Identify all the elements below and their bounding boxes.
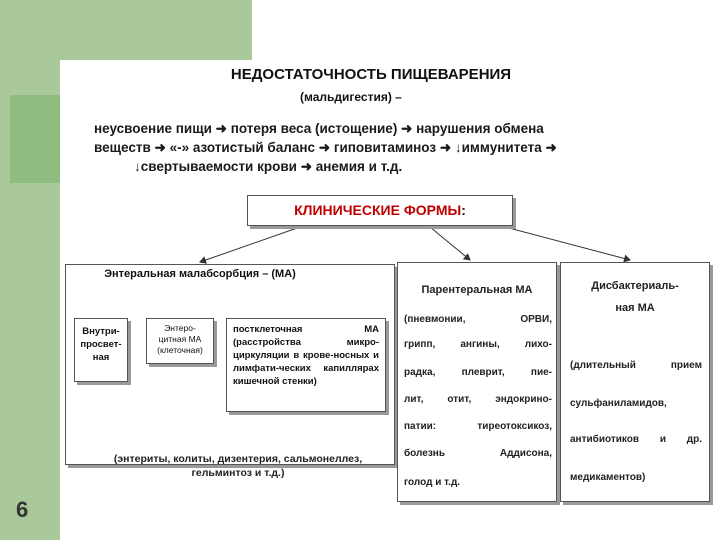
enteral-title: Энтеральная малабсорбция – (МА) bbox=[104, 268, 296, 280]
intraluminal-box bbox=[74, 318, 128, 382]
dys-line-row bbox=[570, 360, 702, 371]
par-line-row bbox=[404, 314, 552, 325]
dysbacterial-title-line: Дисбактериаль- bbox=[591, 280, 679, 292]
par-line-word: Аддисона, bbox=[499, 448, 552, 459]
par-line-row bbox=[404, 421, 552, 432]
enteral-note-line: (энтериты, колиты, дизентерия, сальмонеллез, bbox=[113, 453, 363, 465]
par-line-word: (пневмонии, bbox=[404, 314, 466, 325]
description-line-3: ↓свертываемости крови ➜ анемия и т.д. bbox=[134, 159, 403, 174]
par-line-row bbox=[404, 394, 552, 405]
intraluminal-line: ная bbox=[92, 352, 110, 363]
dys-line-word: (длительный bbox=[570, 360, 636, 371]
par-line-word: тиреотоксикоз, bbox=[477, 421, 552, 432]
par-line-word: болезнь bbox=[404, 448, 445, 459]
clinical-forms-colon: : bbox=[461, 202, 466, 218]
enterocyte-line: цитная МА bbox=[158, 334, 202, 344]
par-line-word: эндокрино- bbox=[495, 394, 552, 405]
enteral-note bbox=[88, 452, 388, 480]
enterocyte-box bbox=[146, 318, 214, 364]
par-line-word: ангины, bbox=[460, 339, 500, 350]
dys-line-word: антибиотиков bbox=[570, 434, 640, 445]
parenteral-box bbox=[397, 262, 557, 502]
arrow-to-parenteral bbox=[430, 227, 470, 260]
arrow-to-dysbacterial bbox=[505, 227, 630, 260]
dys-line-word: др. bbox=[686, 434, 702, 445]
par-line-word: отит, bbox=[447, 394, 472, 405]
dys-line-word: и bbox=[659, 434, 666, 445]
arrow-to-enteral bbox=[200, 227, 300, 262]
par-line-row bbox=[404, 477, 552, 488]
par-line-word: грипп, bbox=[404, 339, 436, 350]
parenteral-title: Парентеральная МА bbox=[421, 284, 533, 296]
description-line-2: веществ ➜ «-» азотистый баланс ➜ гиповитаминоз ➜ ↓иммунитета ➜ bbox=[94, 140, 557, 155]
par-line-row bbox=[404, 367, 552, 378]
dys-line-row bbox=[570, 472, 702, 483]
clinical-forms-box bbox=[247, 195, 513, 226]
dys-line-row bbox=[570, 434, 702, 445]
dys-line-word: сульфаниламидов, bbox=[570, 398, 667, 409]
par-line-row bbox=[404, 448, 552, 459]
dys-line-row bbox=[570, 398, 702, 409]
clinical-forms-label: КЛИНИЧЕСКИЕ ФОРМЫ bbox=[294, 202, 462, 218]
par-line-word: ОРВИ, bbox=[520, 314, 552, 325]
par-line-word: пие- bbox=[530, 367, 552, 378]
par-line-word: радка, bbox=[404, 367, 436, 378]
postcellular-box: постклеточная МА (расстройства микро-циркуляции в крове-носных и лимфати-ческих капиллярах кишечной стенки) bbox=[226, 318, 386, 412]
dys-line-word: медикаментов) bbox=[570, 472, 646, 483]
enteral-note-line: гельминтоз и т.д.) bbox=[191, 467, 285, 479]
description-line-1: неусвоение пищи ➜ потеря веса (истощение) ➜ нарушения обмена bbox=[94, 121, 544, 136]
par-line-row bbox=[404, 339, 552, 350]
page-number: 6 bbox=[16, 497, 29, 522]
par-line-word: голод и т.д. bbox=[404, 477, 461, 488]
dysbacterial-title bbox=[562, 275, 708, 319]
enterocyte-line: Энтеро- bbox=[164, 323, 196, 333]
dysbacterial-title-line: ная МА bbox=[615, 302, 655, 314]
par-line-word: лихо- bbox=[524, 339, 552, 350]
enterocyte-line: (клеточная) bbox=[157, 345, 203, 355]
intraluminal-line: Внутри- bbox=[82, 326, 120, 337]
page-subtitle: (мальдигестия) – bbox=[300, 90, 402, 104]
dys-line-word: прием bbox=[670, 360, 702, 371]
par-line-word: плеврит, bbox=[461, 367, 505, 378]
intraluminal-line: просвет- bbox=[80, 339, 122, 350]
par-line-word: лит, bbox=[404, 394, 424, 405]
par-line-word: патии: bbox=[404, 421, 437, 432]
page-title: НЕДОСТАТОЧНОСТЬ ПИЩЕВАРЕНИЯ bbox=[230, 66, 512, 83]
